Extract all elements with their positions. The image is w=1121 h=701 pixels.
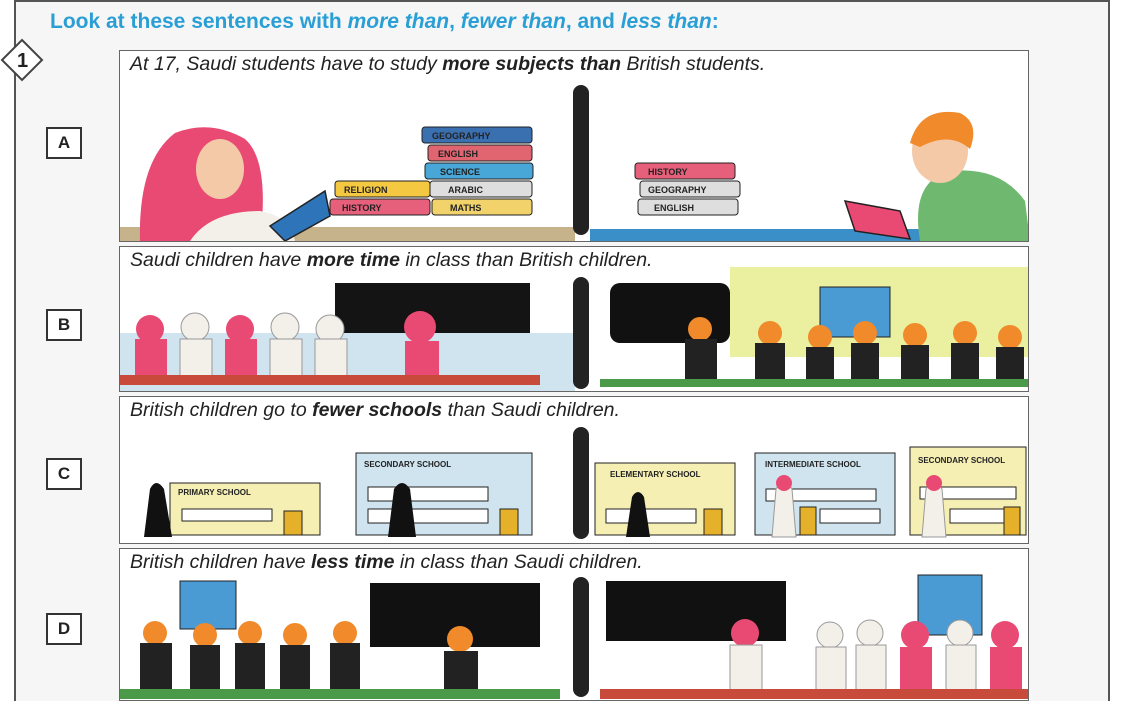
panel-divider — [573, 427, 589, 539]
sentence-text: than Saudi children. — [447, 399, 620, 421]
panel-b-letter: B — [46, 309, 82, 341]
sentence-text: British students. — [626, 53, 766, 75]
exercise-number-badge — [0, 38, 44, 82]
panel-d — [119, 548, 1029, 701]
book-label: GEOGRAPHY — [648, 185, 707, 195]
panel-c — [119, 396, 1029, 544]
panel-c-letter: C — [46, 458, 82, 490]
sentence-text: British children have — [130, 551, 306, 573]
book-label: SCIENCE — [440, 167, 481, 177]
school-sign: SECONDARY SCHOOL — [918, 456, 1006, 465]
sentence-emphasis: fewer schools — [312, 399, 443, 421]
british-school-primary — [170, 483, 320, 535]
sentence-text: in class than Saudi children. — [399, 551, 643, 573]
panel-a-sentence — [130, 53, 765, 76]
book-label: ENGLISH — [438, 149, 479, 159]
book-label: MATHS — [450, 203, 482, 213]
panel-a-letter: A — [46, 127, 82, 159]
school-sign: PRIMARY SCHOOL — [178, 488, 251, 497]
saudi-book-stack-left — [330, 181, 430, 215]
panel-b-sentence — [130, 249, 652, 272]
school-sign: INTERMEDIATE SCHOOL — [765, 460, 861, 469]
panel-divider — [573, 85, 589, 235]
instruction-term-fewer-than: fewer than — [460, 10, 566, 33]
blackboard — [606, 581, 786, 641]
saudi-book-stack-right — [422, 127, 533, 215]
exercise-instruction — [50, 10, 719, 34]
instruction-lead: Look at these sentences with — [50, 10, 342, 33]
instruction-sep-2: , and — [565, 10, 615, 33]
school-sign: SECONDARY SCHOOL — [364, 460, 452, 469]
book-label: ENGLISH — [654, 203, 695, 213]
instruction-tail: : — [711, 10, 719, 33]
panel-divider — [573, 277, 589, 389]
book-label: RELIGION — [344, 185, 388, 195]
book-label: GEOGRAPHY — [432, 131, 491, 141]
panel-d-letter: D — [46, 613, 82, 645]
sentence-text: Saudi children have — [130, 249, 302, 271]
panel-d-sentence — [130, 551, 643, 574]
sentence-emphasis: more time — [306, 249, 400, 271]
sentence-text: in class than British children. — [405, 249, 653, 271]
sentence-emphasis: less time — [311, 551, 395, 573]
blackboard — [610, 283, 730, 343]
panel-a — [119, 50, 1029, 242]
book-label: HISTORY — [648, 167, 688, 177]
instruction-term-less-than: less than — [620, 10, 712, 33]
panel-b — [119, 246, 1029, 392]
british-child-silhouette — [144, 483, 172, 537]
instruction-sep-1: , — [449, 10, 455, 33]
british-book-stack — [635, 163, 740, 215]
british-school-secondary — [356, 453, 532, 535]
book-label: HISTORY — [342, 203, 382, 213]
panel-a-illustration — [120, 51, 1029, 242]
exercise-number: 1 — [17, 50, 29, 72]
british-student-figure — [845, 112, 1029, 241]
sentence-text: At 17, Saudi students have to study — [130, 53, 437, 75]
saudi-school-elementary — [595, 463, 735, 535]
book-label: ARABIC — [448, 185, 483, 195]
sentence-emphasis: more subjects than — [442, 53, 622, 75]
panel-divider — [573, 577, 589, 697]
sentence-text: British children go to — [130, 399, 307, 421]
school-sign: ELEMENTARY SCHOOL — [610, 470, 701, 479]
panel-c-sentence — [130, 399, 620, 422]
saudi-student-figure — [140, 127, 330, 241]
instruction-term-more-than: more than — [347, 10, 450, 33]
